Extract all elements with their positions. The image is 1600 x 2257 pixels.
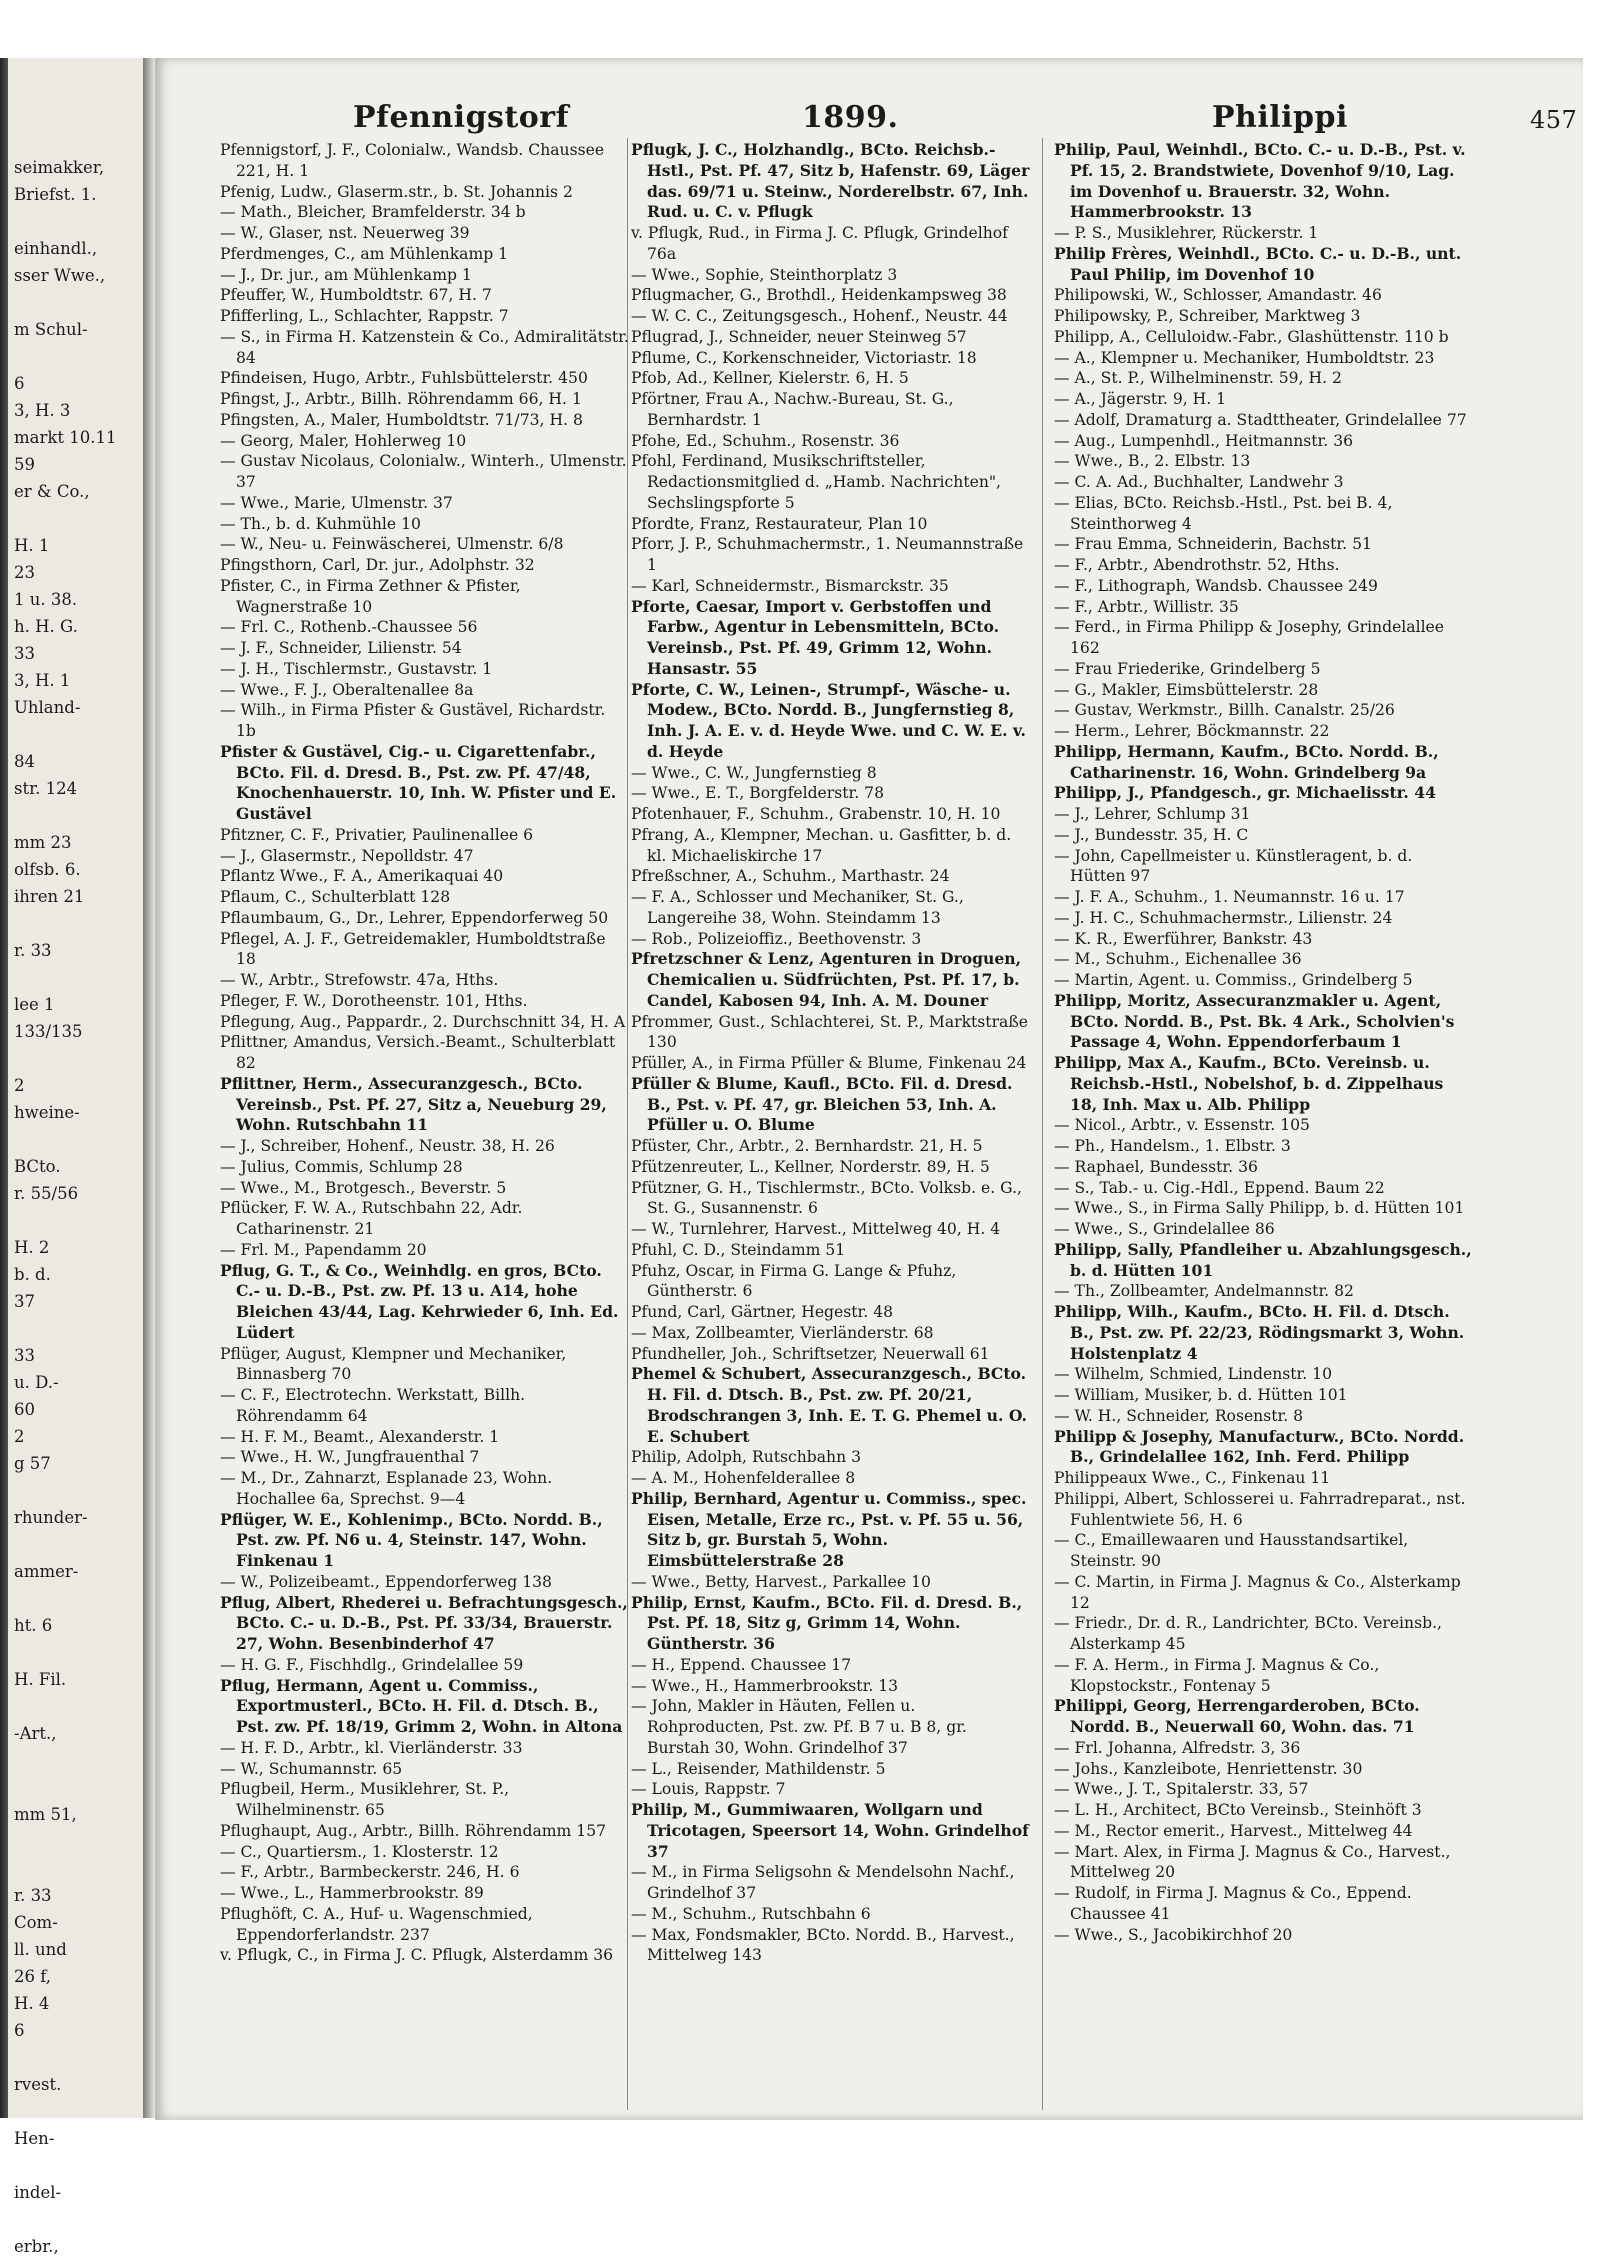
directory-entry: — Adolf, Dramaturg a. Stadttheater, Grindelallee 77	[1054, 410, 1467, 429]
directory-entry: — Wwe., H., Hammerbrookstr. 13	[631, 1676, 899, 1695]
left-page-fragment: u. D.-	[14, 1373, 59, 1392]
left-page-fragment: erbr.,	[14, 2237, 59, 2256]
directory-entry: — Nicol., Arbtr., v. Essenstr. 105	[1054, 1116, 1310, 1135]
directory-entry: v. Pflugk, C., in Firma J. C. Pflugk, Alsterdamm 36	[220, 1946, 614, 1965]
directory-entry: — Ferd., in Firma Philipp & Josephy, Grindelallee 162	[1054, 618, 1445, 657]
directory-entry: — J., Lehrer, Schlump 31	[1054, 805, 1251, 823]
directory-entry: — Johs., Kanzleibote, Henriettenstr. 30	[1054, 1759, 1363, 1778]
directory-entry: Pfretzschner & Lenz, Agenturen in Droguen, Chemicalien u. Südfrüchten, Pst. Pf. 17, b. Candel, Kabosen 94, Inh. A. M. Douner	[631, 949, 1022, 1010]
directory-entry: — Rob., Polizeioffiz., Beethovenstr. 3	[631, 929, 922, 948]
left-page-fragment: rvest.	[14, 2075, 62, 2094]
left-page-fragment: ht. 6	[14, 1616, 53, 1635]
left-page-fragment: markt 10.11	[14, 428, 117, 447]
left-page-fragment: er & Co.,	[14, 482, 90, 501]
directory-entry: — F., Arbtr., Abendrothstr. 52, Hths.	[1054, 556, 1340, 574]
directory-entry: — John, Capellmeister u. Künstleragent, b. d. Hütten 97	[1054, 846, 1413, 886]
directory-entry: — C., Emaillewaaren und Hausstandsartikel, Steinstr. 90	[1054, 1531, 1409, 1570]
directory-entry: Pflücker, F. W. A., Rutschbahn 22, Adr. Catharinenstr. 21	[220, 1199, 523, 1238]
directory-entry: — L. H., Architect, BCto Vereinsb., Steinhöft 3	[1054, 1801, 1422, 1819]
directory-entry: Pfrommer, Gust., Schlachterei, St. P., Marktstraße 130	[631, 1012, 1028, 1052]
directory-entry: Pfund, Carl, Gärtner, Hegestr. 48	[631, 1303, 894, 1321]
directory-entry: — Mart. Alex, in Firma J. Magnus & Co., Harvest., Mittelweg 20	[1054, 1842, 1451, 1882]
directory-entry: Pfüller & Blume, Kaufl., BCto. Fil. d. Dresd. B., Pst. v. Pf. 47, gr. Bleichen 53, Inh. A. Pfüller u. O. Blume	[631, 1073, 1013, 1135]
directory-entry: — Louis, Rappstr. 7	[631, 1780, 786, 1799]
directory-entry: Pfleger, F. W., Dorotheenstr. 101, Hths.	[220, 991, 528, 1010]
directory-entry: — Wwe., F. J., Oberaltenallee 8a	[220, 680, 474, 699]
directory-entry: — C. A. Ad., Buchhalter, Landwehr 3	[1054, 473, 1344, 491]
directory-entry: Phemel & Schubert, Assecuranzgesch., BCto. H. Fil. d. Dtsch. B., Pst. zw. Pf. 20/21, Brodschrangen 3, Inh. E. T. G. Phemel u. O. E. Schubert	[631, 1364, 1027, 1446]
left-page-fragment: rhunder-	[14, 1508, 88, 1527]
directory-entry: — H., Eppend. Chaussee 17	[631, 1655, 852, 1674]
directory-entry: — Herm., Lehrer, Böckmannstr. 22	[1054, 722, 1330, 740]
left-page-fragment: 26 f,	[14, 1967, 52, 1986]
directory-entry: — W., Neu- u. Feinwäscherei, Ulmenstr. 6/8	[220, 535, 564, 554]
left-page-fragment: H. 4	[14, 1994, 50, 2013]
left-page-fragment: Com-	[14, 1913, 58, 1932]
directory-entry: — M., Schuhm., Rutschbahn 6	[631, 1904, 871, 1923]
directory-entry: Philipp & Josephy, Manufacturw., BCto. Nordd. B., Grindelallee 162, Inh. Ferd. Philipp	[1054, 1426, 1465, 1467]
directory-entry: — Wwe., B., 2. Elbstr. 13	[1054, 452, 1251, 471]
directory-column-2	[631, 140, 1031, 2108]
directory-entry: Pflegel, A. J. F., Getreidemakler, Humboldtstraße 18	[220, 929, 606, 969]
directory-entry: Philip, Ernst, Kaufm., BCto. Fil. d. Dresd. B., Pst. Pf. 18, Sitz g, Grimm 14, Wohn. Güntherstr. 36	[631, 1592, 1023, 1653]
left-page-fragment: H. 1	[14, 536, 50, 555]
left-page-fragment: -Art.,	[14, 1724, 57, 1743]
directory-entry: Philip, M., Gummiwaaren, Wollgarn und Tricotagen, Speersort 14, Wohn. Grindelhof 37	[631, 1800, 1029, 1861]
left-page-fragment: r. 33	[14, 1886, 52, 1905]
left-page-fragment: hweine-	[14, 1103, 80, 1122]
directory-entry: — Raphael, Bundesstr. 36	[1054, 1157, 1258, 1176]
directory-entry: — John, Makler in Häuten, Fellen u. Rohproducten, Pst. zw. Pf. B 7 u. B 8, gr. Burstah 30, Wohn. Grindelhof 37	[631, 1697, 967, 1757]
directory-entry: — Wwe., J. T., Spitalerstr. 33, 57	[1054, 1780, 1309, 1799]
directory-entry: Pflittner, Herm., Assecuranzgesch., BCto. Vereinsb., Pst. Pf. 27, Sitz a, Neueburg 29, Wohn. Rutschbahn 11	[220, 1073, 607, 1135]
directory-entry: Pfützner, G. H., Tischlermstr., BCto. Volksb. e. G., St. G., Susannenstr. 6	[631, 1178, 1022, 1218]
directory-entry: Pfützenreuter, L., Kellner, Norderstr. 89, H. 5	[631, 1157, 990, 1176]
directory-entry: Pflughöft, C. A., Huf- u. Wagenschmied, Eppendorferlandstr. 237	[220, 1904, 533, 1944]
directory-entry: Philippi, Albert, Schlosserei u. Fahrradreparat., nst. Fuhlentwiete 56, H. 6	[1054, 1489, 1466, 1529]
left-page-fragment: lee 1	[14, 995, 55, 1014]
directory-entry: Pfitzner, C. F., Privatier, Paulinenallee 6	[220, 825, 534, 844]
directory-entry: Philippi, Georg, Herrengarderoben, BCto. Nordd. B., Neuerwall 60, Wohn. das. 71	[1054, 1696, 1420, 1736]
directory-entry: — Wilhelm, Schmied, Lindenstr. 10	[1054, 1365, 1332, 1384]
directory-entry: Pförtner, Frau A., Nachw.-Bureau, St. G., Bernhardstr. 1	[631, 390, 954, 429]
directory-entry: Pfreßschner, A., Schuhm., Marthastr. 24	[631, 867, 950, 886]
directory-entry: Pfister & Gustävel, Cig.- u. Cigarettenfabr., BCto. Fil. d. Dresd. B., Pst. zw. Pf. 47/48, Knochenhauerstr. 10, Inh. W. Pfister und E. Gustävel	[220, 741, 617, 823]
left-page-fragment: 133/135	[14, 1022, 83, 1041]
left-page-fragment: ammer-	[14, 1562, 79, 1581]
directory-entry: Pfrang, A., Klempner, Mechan. u. Gasfitter, b. d. kl. Michaeliskirche 17	[631, 825, 1012, 865]
directory-entry: Pfundheller, Joh., Schriftsetzer, Neuerwall 61	[631, 1344, 990, 1363]
directory-entry: — M., Dr., Zahnarzt, Esplanade 23, Wohn. Hochallee 6a, Sprechst. 9—4	[220, 1469, 553, 1508]
directory-entry: — M., Rector emerit., Harvest., Mittelweg 44	[1054, 1821, 1413, 1840]
left-page-fragment: 33	[14, 644, 35, 663]
directory-entry: — Frl. M., Papendamm 20	[220, 1240, 427, 1259]
directory-entry: Pflaumbaum, G., Dr., Lehrer, Eppendorferweg 50	[220, 908, 609, 927]
directory-entry: — Max, Zollbeamter, Vierländerstr. 68	[631, 1323, 934, 1342]
directory-entry: Philipp, Wilh., Kaufm., BCto. H. Fil. d. Dtsch. B., Pst. zw. Pf. 22/23, Rödingsmarkt 3, Wohn. Holstenplatz 4	[1054, 1302, 1465, 1363]
directory-entry: — Frau Friederike, Grindelberg 5	[1054, 659, 1321, 678]
directory-entry: Philipp, Sally, Pfandleiher u. Abzahlungsgesch., b. d. Hütten 101	[1054, 1239, 1472, 1280]
directory-entry: Philipowsky, P., Schreiber, Marktweg 3	[1054, 307, 1361, 325]
directory-entry: Pforte, Caesar, Import v. Gerbstoffen und Farbw., Agentur in Lebensmitteln, BCto. Vereinsb., Pst. Pf. 49, Grimm 12, Wohn. Hansastr. 55	[631, 596, 1000, 678]
directory-entry: — Frl. Johanna, Alfredstr. 3, 36	[1054, 1738, 1301, 1757]
directory-entry: — Wilh., in Firma Pfister & Gustävel, Richardstr. 1b	[220, 701, 606, 740]
directory-entry: Pfohl, Ferdinand, Musikschriftsteller, Redactionsmitglied d. „Hamb. Nachrichten", Sechslingspforte 5	[631, 452, 1001, 512]
directory-entry: Pflume, C., Korkenschneider, Victoriastr. 18	[631, 348, 977, 367]
directory-entry: — Aug., Lumpenhdl., Heitmannstr. 36	[1054, 431, 1354, 450]
directory-entry: — Wwe., L., Hammerbrookstr. 89	[220, 1884, 484, 1902]
directory-entry: Pfuhl, C. D., Steindamm 51	[631, 1240, 846, 1259]
directory-entry: Pflugk, J. C., Holzhandlg., BCto. Reichsb.-Hstl., Pst. Pf. 47, Sitz b, Hafenstr. 69, Läger das. 69/71 u. Steinw., Norderelbstr. 67, Inh. Rud. u. C. v. Pflugk	[631, 140, 1030, 222]
left-page-fragment: einhandl.,	[14, 239, 98, 258]
directory-entry: Pfister, C., in Firma Zethner & Pfister, Wagnerstraße 10	[220, 576, 521, 616]
directory-column-1	[220, 140, 630, 2108]
directory-entry: Pfenig, Ludw., Glaserm.str., b. St. Johannis 2	[220, 182, 573, 201]
directory-entry: — M., in Firma Seligsohn & Mendelsohn Nachf., Grindelhof 37	[631, 1863, 1015, 1902]
directory-entry: Pfennigstorf, J. F., Colonialw., Wandsb. Chaussee 221, H. 1	[220, 141, 605, 180]
left-page-edge	[8, 58, 145, 2256]
directory-entry: Pflugmacher, G., Brothdl., Heidenkampsweg 38	[631, 286, 1007, 305]
directory-entry: — H. F. D., Arbtr., kl. Vierländerstr. 33	[220, 1738, 523, 1757]
running-head-left: Pfennigstorf	[353, 100, 570, 135]
directory-entry: — Wwe., Sophie, Steinthorplatz 3	[631, 265, 898, 284]
left-page-fragment: 3, H. 3	[14, 401, 71, 420]
directory-entry: Pfob, Ad., Kellner, Kielerstr. 6, H. 5	[631, 369, 909, 388]
directory-entry: — J. F., Schneider, Lilienstr. 54	[220, 639, 462, 657]
directory-entry: Pfüller, A., in Firma Pfüller & Blume, Finkenau 24	[631, 1054, 1027, 1072]
directory-entry: Pforte, C. W., Leinen-, Strumpf-, Wäsche- u. Modew., BCto. Nordd. B., Jungfernstieg 8, Inh. J. A. E. v. d. Heyde Wwe. und C. W. E. v. d. Heyde	[631, 679, 1026, 761]
left-page-fragment: 6	[14, 374, 25, 393]
directory-entry: — Gustav Nicolaus, Colonialw., Winterh., Ulmenstr. 37	[220, 452, 627, 491]
page-year: 1899.	[802, 100, 899, 135]
left-page-fragment: 2	[14, 1427, 25, 1446]
directory-entry: — P. S., Musiklehrer, Rückerstr. 1	[1054, 224, 1319, 242]
directory-entry: — Wwe., Betty, Harvest., Parkallee 10	[631, 1572, 931, 1591]
directory-entry: — Karl, Schneidermstr., Bismarckstr. 35	[631, 576, 949, 595]
directory-entry: — H. F. M., Beamt., Alexanderstr. 1	[220, 1427, 500, 1446]
directory-entry: — J., Bundesstr. 35, H. C	[1054, 825, 1249, 844]
directory-entry: Pflughaupt, Aug., Arbtr., Billh. Röhrendamm 157	[220, 1821, 607, 1840]
left-page-fragment: Hen-	[14, 2129, 55, 2148]
directory-entry: — C., Quartiersm., 1. Klosterstr. 12	[220, 1842, 499, 1861]
directory-entry: — Frl. C., Rothenb.-Chaussee 56	[220, 618, 478, 637]
directory-entry: Philipp, J., Pfandgesch., gr. Michaelisstr. 44	[1054, 783, 1436, 803]
left-page-fragment: 37	[14, 1292, 35, 1311]
directory-entry: Philipowski, W., Schlosser, Amandastr. 46	[1054, 286, 1382, 305]
directory-entry: Pflug, G. T., & Co., Weinhdlg. en gros, BCto. C.- u. D.-B., Pst. zw. Pf. 13 u. A14, hohe Bleichen 43/44, Lag. Kehrwieder 6, Inh. Ed. Lüdert	[220, 1260, 619, 1342]
directory-entry: — Wwe., M., Brotgesch., Beverstr. 5	[220, 1178, 507, 1197]
directory-entry: — Math., Bleicher, Bramfelderstr. 34 b	[220, 203, 526, 222]
directory-entry: — W. C. C., Zeitungsgesch., Hohenf., Neustr. 44	[631, 307, 1008, 325]
left-page-fragment: 2	[14, 1076, 25, 1095]
directory-entry: — A., Klempner u. Mechaniker, Humboldtstr. 23	[1054, 348, 1435, 367]
directory-entry: Pflüger, W. E., Kohlenimp., BCto. Nordd. B., Pst. zw. Pf. N6 u. 4, Steinstr. 147, Wohn. Finkenau 1	[220, 1509, 603, 1570]
directory-entry: Pforr, J. P., Schuhmachermstr., 1. Neumannstraße 1	[631, 535, 1024, 574]
directory-entry: — A., Jägerstr. 9, H. 1	[1054, 390, 1227, 408]
directory-entry: Pflugrad, J., Schneider, neuer Steinweg 57	[631, 327, 967, 346]
directory-entry: — G., Makler, Eimsbüttelerstr. 28	[1054, 680, 1319, 699]
directory-entry: — C. Martin, in Firma J. Magnus & Co., Alsterkamp 12	[1054, 1572, 1461, 1612]
left-page-fragment: 6	[14, 2021, 25, 2040]
directory-entry: — F. A., Schlosser und Mechaniker, St. G., Langereihe 38, Wohn. Steindamm 13	[631, 888, 964, 927]
left-page-fragment: 60	[14, 1400, 35, 1419]
directory-column-3	[1054, 140, 1472, 2108]
directory-entry: — Th., Zollbeamter, Andelmannstr. 82	[1054, 1282, 1354, 1301]
directory-entry: Pfuhz, Oscar, in Firma G. Lange & Pfuhz, Güntherstr. 6	[631, 1261, 957, 1301]
left-page-fragment: 59	[14, 455, 35, 474]
directory-entry: — Wwe., C. W., Jungfernstieg 8	[631, 763, 877, 782]
left-page-fragment: h. H. G.	[14, 617, 78, 636]
directory-entry: Philipp, A., Celluloidw.-Fabr., Glashüttenstr. 110 b	[1054, 327, 1449, 346]
directory-entry: — Julius, Commis, Schlump 28	[220, 1157, 463, 1176]
directory-entry: — A. M., Hohenfelderallee 8	[631, 1469, 856, 1487]
directory-entry: Pfifferling, L., Schlachter, Rappstr. 7	[220, 307, 509, 325]
directory-entry: Pflegung, Aug., Pappardr., 2. Durchschnitt 34, H. A	[220, 1012, 626, 1031]
directory-entry: v. Pflugk, Rud., in Firma J. C. Pflugk, Grindelhof 76a	[631, 224, 1008, 263]
left-page-fragment: H. 2	[14, 1238, 50, 1257]
left-page-fragment: str. 124	[14, 779, 78, 798]
directory-entry: — William, Musiker, b. d. Hütten 101	[1054, 1386, 1348, 1404]
directory-entry: — J., Schreiber, Hohenf., Neustr. 38, H. 26	[220, 1137, 555, 1155]
left-page-fragment: mm 51,	[14, 1805, 77, 1824]
left-page-fragment: 84	[14, 752, 35, 771]
directory-entry: Pflaum, C., Schulterblatt 128	[220, 888, 451, 906]
left-page-fragment: sser Wwe.,	[14, 266, 106, 285]
left-page-fragment: 33	[14, 1346, 35, 1365]
running-head-right: Philippi	[1212, 100, 1348, 135]
directory-entry: — C. F., Electrotechn. Werkstatt, Billh. Röhrendamm 64	[220, 1386, 526, 1425]
directory-entry: Pfingsthorn, Carl, Dr. jur., Adolphstr. 32	[220, 556, 535, 574]
left-page-fragment: Briefst. 1.	[14, 185, 97, 204]
left-page-fragment: Uhland-	[14, 698, 81, 717]
directory-entry: Philippeaux Wwe., C., Finkenau 11	[1054, 1469, 1331, 1487]
left-page-fragment: ihren 21	[14, 887, 85, 906]
directory-entry: Pflantz Wwe., F. A., Amerikaquai 40	[220, 867, 504, 886]
left-page-fragment: olfsb. 6.	[14, 860, 81, 879]
directory-entry: — Ph., Handelsm., 1. Elbstr. 3	[1054, 1137, 1291, 1155]
left-page-fragment: m Schul-	[14, 320, 88, 339]
directory-entry: Philip, Paul, Weinhdl., BCto. C.- u. D.-B., Pst. v. Pf. 15, 2. Brandstwiete, Dovenhof 9/10, Lag. im Dovenhof u. Brauerstr. 32, Wohn. Hammerbrookstr. 13	[1054, 140, 1466, 222]
directory-entry: — Gustav, Werkmstr., Billh. Canalstr. 25/26	[1054, 701, 1395, 720]
left-page-fragment: b. d.	[14, 1265, 51, 1284]
left-page-fragment: indel-	[14, 2183, 62, 2202]
left-page-fragment: 23	[14, 563, 35, 582]
directory-entry: — Martin, Agent. u. Commiss., Grindelberg 5	[1054, 971, 1413, 989]
directory-entry: Pfindeisen, Hugo, Arbtr., Fuhlsbüttelerstr. 450	[220, 369, 588, 388]
directory-entry: — Friedr., Dr. d. R., Landrichter, BCto. Vereinsb., Alsterkamp 45	[1054, 1614, 1442, 1653]
directory-entry: Pflittner, Amandus, Versich.-Beamt., Schulterblatt 82	[220, 1033, 616, 1072]
book-gutter	[143, 58, 155, 2118]
left-page-fragment: r. 55/56	[14, 1184, 79, 1203]
directory-entry: — Frau Emma, Schneiderin, Bachstr. 51	[1054, 535, 1372, 554]
directory-entry: Pflug, Hermann, Agent u. Commiss., Exportmusterl., BCto. H. Fil. d. Dtsch. B., Pst. zw. Pf. 18/19, Grimm 2, Wohn. in Altona	[220, 1675, 623, 1736]
directory-entry: — J. H. C., Schuhmachermstr., Lilienstr. 24	[1054, 908, 1393, 927]
directory-entry: Philipp, Moritz, Assecuranzmakler u. Agent, BCto. Nordd. B., Pst. Bk. 4 Ark., Scholvien's Passage 4, Wohn. Eppendorferbaum 1	[1054, 990, 1455, 1052]
directory-entry: — Wwe., E. T., Borgfelderstr. 78	[631, 784, 885, 803]
directory-entry: Philip Frères, Weinhdl., BCto. C.- u. D.-B., unt. Paul Philip, im Dovenhof 10	[1054, 243, 1462, 284]
directory-entry: — Wwe., Marie, Ulmenstr. 37	[220, 493, 453, 512]
directory-entry: — J., Glasermstr., Nepolldstr. 47	[220, 846, 474, 865]
directory-entry: — A., St. P., Wilhelminenstr. 59, H. 2	[1054, 369, 1342, 388]
directory-entry: — K. R., Ewerführer, Bankstr. 43	[1054, 929, 1313, 948]
directory-entry: — S., in Firma H. Katzenstein & Co., Admiralitätstr. 84	[220, 327, 629, 367]
directory-entry: — Wwe., H. W., Jungfrauenthal 7	[220, 1448, 480, 1467]
directory-entry: — Rudolf, in Firma J. Magnus & Co., Eppend. Chaussee 41	[1054, 1884, 1412, 1923]
directory-entry: — W., Turnlehrer, Harvest., Mittelweg 40, H. 4	[631, 1220, 1001, 1238]
directory-entry: Pfotenhauer, F., Schuhm., Grabenstr. 10, H. 10	[631, 805, 1001, 823]
directory-entry: Pferdmenges, C., am Mühlenkamp 1	[220, 244, 509, 263]
directory-entry: — J., Dr. jur., am Mühlenkamp 1	[220, 265, 472, 284]
left-page-fragment: ll. und	[14, 1940, 67, 1959]
directory-entry: Pflug, Albert, Rhederei u. Befrachtungsgesch., BCto. C.- u. D.-B., Pst. Pf. 33/34, Brauerstr. 27, Wohn. Besenbinderhof 47	[220, 1592, 628, 1653]
directory-entry: Pfohe, Ed., Schuhm., Rosenstr. 36	[631, 431, 900, 450]
directory-entry: — Wwe., S., Grindelallee 86	[1054, 1220, 1275, 1238]
page-number: 457	[1530, 106, 1578, 134]
directory-entry: — Th., b. d. Kuhmühle 10	[220, 514, 421, 533]
directory-entry: — F., Arbtr., Barmbeckerstr. 246, H. 6	[220, 1863, 520, 1882]
directory-entry: — J. H., Tischlermstr., Gustavstr. 1	[220, 659, 493, 678]
directory-entry: — W., Schumannstr. 65	[220, 1759, 403, 1778]
left-page-fragment: mm 23	[14, 833, 72, 852]
directory-entry: — M., Schuhm., Eichenallee 36	[1054, 950, 1302, 969]
directory-entry: Pfüster, Chr., Arbtr., 2. Bernhardstr. 21, H. 5	[631, 1137, 983, 1155]
directory-entry: — S., Tab.- u. Cig.-Hdl., Eppend. Baum 22	[1054, 1178, 1385, 1197]
directory-entry: Pfordte, Franz, Restaurateur, Plan 10	[631, 514, 928, 533]
directory-entry: Pfingst, J., Arbtr., Billh. Röhrendamm 66, H. 1	[220, 390, 582, 408]
directory-entry: Pflugbeil, Herm., Musiklehrer, St. P., Wilhelminenstr. 65	[220, 1780, 510, 1819]
directory-entry: — F., Arbtr., Willistr. 35	[1054, 597, 1239, 616]
directory-entry: — Max, Fondsmakler, BCto. Nordd. B., Harvest., Mittelweg 143	[631, 1925, 1015, 1965]
directory-entry: Philip, Adolph, Rutschbahn 3	[631, 1448, 862, 1467]
directory-entry: — Wwe., S., Jacobikirchhof 20	[1054, 1925, 1293, 1944]
directory-entry: — F. A. Herm., in Firma J. Magnus & Co., Klopstockstr., Fontenay 5	[1054, 1655, 1380, 1695]
directory-entry: — Elias, BCto. Reichsb.-Hstl., Pst. bei B. 4, Steinthorweg 4	[1054, 493, 1393, 533]
column-rule	[1042, 138, 1043, 2110]
directory-entry: Philipp, Hermann, Kaufm., BCto. Nordd. B., Catharinenstr. 16, Wohn. Grindelberg 9a	[1054, 741, 1439, 782]
directory-entry: Pflüger, August, Klempner und Mechaniker, Binnasberg 70	[220, 1344, 567, 1384]
directory-entry: — W. H., Schneider, Rosenstr. 8	[1054, 1406, 1304, 1425]
left-page-fragment: g 57	[14, 1454, 51, 1473]
directory-entry: — W., Glaser, nst. Neuerweg 39	[220, 224, 470, 242]
left-page-fragment: 3, H. 1	[14, 671, 71, 690]
directory-entry: Philipp, Max A., Kaufm., BCto. Vereinsb. u. Reichsb.-Hstl., Nobelshof, b. d. Zippelhaus 18, Inh. Max u. Alb. Philipp	[1054, 1053, 1444, 1114]
directory-entry: — W., Polizeibeamt., Eppendorferweg 138	[220, 1572, 552, 1591]
directory-entry: — J. F. A., Schuhm., 1. Neumannstr. 16 u. 17	[1054, 888, 1405, 906]
left-page-fragment: r. 33	[14, 941, 52, 960]
left-page-fragment: seimakker,	[14, 158, 105, 177]
directory-entry: Philip, Bernhard, Agentur u. Commiss., spec. Eisen, Metalle, Erze rc., Pst. v. Pf. 55 u. 56, Sitz b, gr. Burstah 5, Wohn. Eimsbüttelerstraße 28	[631, 1488, 1027, 1570]
left-page-fragment: 1 u. 38.	[14, 590, 78, 609]
left-page-fragment: BCto.	[14, 1157, 61, 1176]
directory-entry: — W., Arbtr., Strefowstr. 47a, Hths.	[220, 971, 499, 989]
directory-entry: — F., Lithograph, Wandsb. Chaussee 249	[1054, 576, 1378, 595]
directory-entry: — Wwe., S., in Firma Sally Philipp, b. d. Hütten 101	[1054, 1199, 1465, 1218]
directory-entry: Pfingsten, A., Maler, Humboldtstr. 71/73, H. 8	[220, 410, 583, 429]
directory-entry: — Georg, Maler, Hohlerweg 10	[220, 431, 467, 450]
left-page-fragment: H. Fil.	[14, 1670, 67, 1689]
directory-entry: — H. G. F., Fischhdlg., Grindelallee 59	[220, 1655, 524, 1674]
directory-entry: — L., Reisender, Mathildenstr. 5	[631, 1759, 886, 1778]
directory-entry: Pfeuffer, W., Humboldtstr. 67, H. 7	[220, 286, 492, 305]
